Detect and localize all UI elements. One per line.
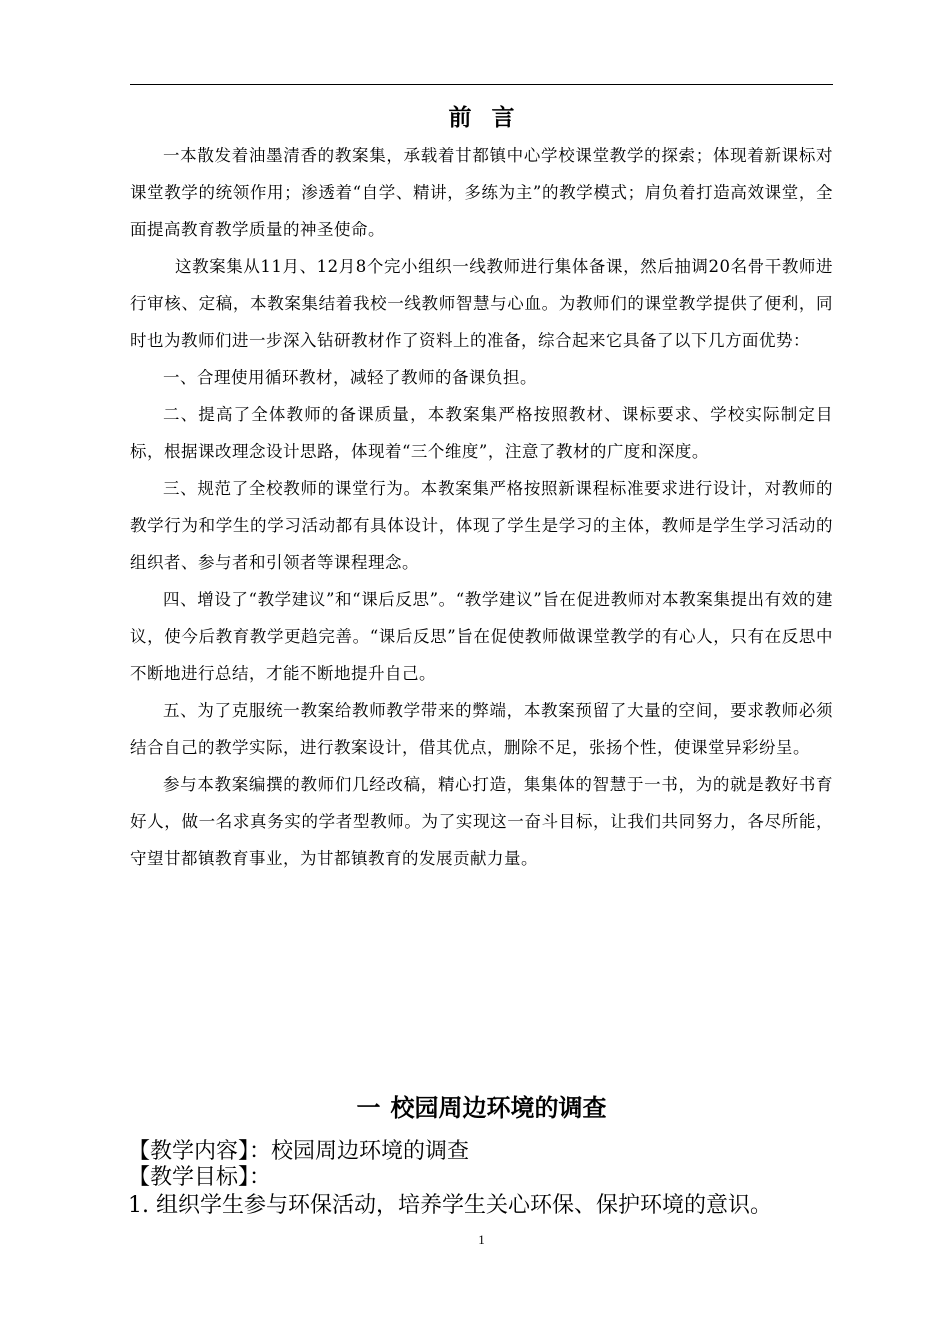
header-rule — [130, 84, 833, 85]
preface-paragraph: 参与本教案编撰的教师们几经改稿，精心打造，集集体的智慧于一书，为的就是教好书育好人，做一名求真务实的学者型教师。为了实现这一奋斗目标，让我们共同努力，各尽所能，守望甘都镇教育事业，为甘都镇教育的发展贡献力量。 — [130, 775, 833, 868]
lesson-title-text: 校园周边环境的调查 — [390, 1093, 607, 1122]
preface-paragraph: 五、为了克服统一教案给教师教学带来的弊端，本教案预留了大量的空间，要求教师必须结合自己的教学实际，进行教案设计，借其优点，删除不足，张扬个性，使课堂异彩纷呈。 — [130, 701, 833, 757]
preface-body — [130, 137, 833, 877]
preface-paragraph: 四、增设了“教学建议”和“课后反思”。“教学建议”旨在促进教师对本教案集提出有效的建议，使今后教育教学更趋完善。“课后反思”旨在促使教师做课堂教学的有心人，只有在反思中不断地进行总结，才能不断地提升自己。 — [130, 590, 833, 683]
preface-paragraph: 一、合理使用循环教材，减轻了教师的备课负担。 — [163, 368, 537, 387]
lesson-title — [130, 1090, 833, 1126]
lesson-number: 一 — [356, 1093, 381, 1122]
teaching-content-row — [128, 1138, 848, 1166]
teaching-content-label: 【教学内容】： — [128, 1139, 272, 1164]
page-number: 1 — [478, 1232, 485, 1247]
teaching-goal-row — [128, 1164, 848, 1192]
preface-paragraph: 二、提高了全体教师的备课质量，本教案集严格按照教材、课标要求、学校实际制定目标，根据课改理念设计思路，体现着“三个维度”，注意了教材的广度和深度。 — [130, 405, 833, 461]
preface-title: 前言 — [448, 104, 535, 131]
teaching-goal-item: 1. 组织学生参与环保活动，培养学生关心环保、保护环境的意识。 — [128, 1193, 772, 1218]
teaching-goal-label: 【教学目标】： — [128, 1165, 272, 1190]
teaching-content-value: 校园周边环境的调查 — [271, 1139, 470, 1164]
preface-paragraph: 一本散发着油墨清香的教案集，承载着甘都镇中心学校课堂教学的探索；体现着新课标对课堂教学的统领作用；渗透着“自学、精讲，多练为主”的教学模式；肩负着打造高效课堂，全面提高教育教学质量的神圣使命。 — [130, 146, 833, 239]
preface-paragraph: 这教案集从11月、12月8个完小组织一线教师进行集体备课，然后抽调20名骨干教师进行审核、定稿，本教案集结着我校一线教师智慧与心血。为教师们的课堂教学提供了便利，同时也为教师们进一步深入钻研教材作了资料上的准备，综合起来它具备了以下几方面优势： — [130, 257, 833, 350]
preface-paragraph: 三、规范了全校教师的课堂行为。本教案集严格按照新课程标准要求进行设计，对教师的教学行为和学生的学习活动都有具体设计，体现了学生是学习的主体，教师是学生学习活动的组织者、参与者和引领者等课程理念。 — [130, 479, 833, 572]
